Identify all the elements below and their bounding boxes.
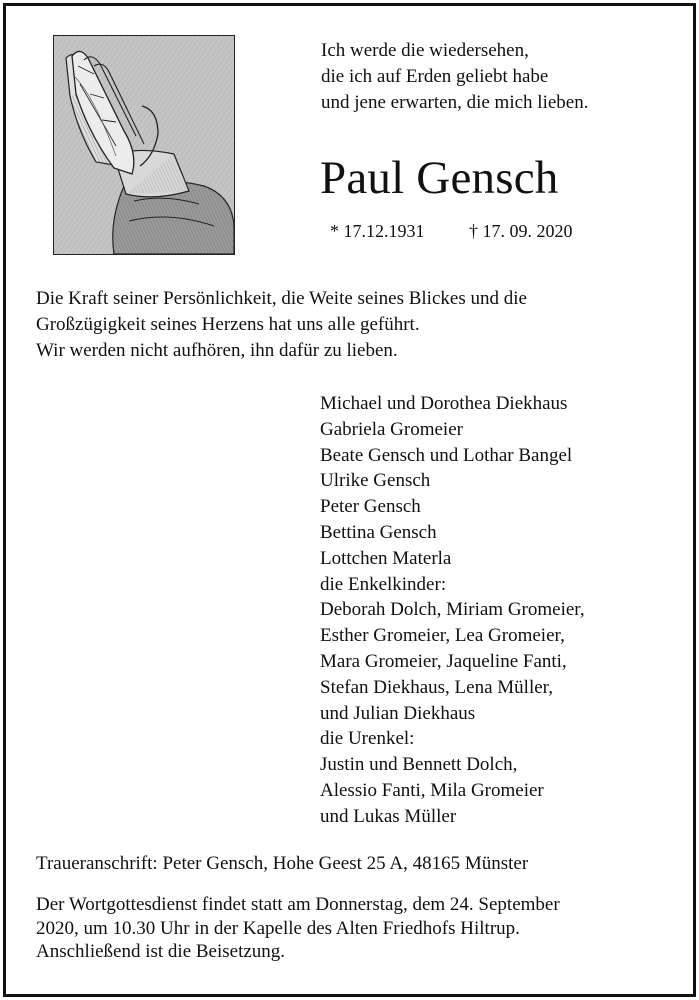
tribute-text xyxy=(36,286,676,364)
mourners-list xyxy=(320,391,680,830)
service-line: 2020, um 10.30 Uhr in der Kapelle des Alten Friedhofs Hiltrup. xyxy=(36,917,520,939)
deceased-name: Paul Gensch xyxy=(320,152,559,204)
mourning-address: Traueranschrift: Peter Gensch, Hohe Geest 25 A, 48165 Münster xyxy=(36,853,529,874)
verse xyxy=(321,38,661,116)
mourner-entry: Alessio Fanti, Mila Gromeier xyxy=(320,779,544,801)
mourner-entry: Stefan Diekhaus, Lena Müller, xyxy=(320,676,553,698)
mourner-group-label: die Urenkel: xyxy=(320,728,415,750)
mourner-entry: und Lukas Müller xyxy=(320,805,457,827)
mourner-entry: Justin und Bennett Dolch, xyxy=(320,754,518,776)
mourner-entry: Ulrike Gensch xyxy=(320,470,431,492)
service-line: Anschließend ist die Beisetzung. xyxy=(36,941,286,962)
mourner-entry: Bettina Gensch xyxy=(320,521,437,543)
mourner-entry: Michael und Dorothea Diekhaus xyxy=(320,393,568,414)
tribute-line: Die Kraft seiner Persönlichkeit, die Weite seines Blickes und die xyxy=(36,288,527,309)
mourner-entry: und Julian Diekhaus xyxy=(320,702,476,724)
verse-line: Ich werde die wiedersehen, xyxy=(321,40,529,61)
life-dates xyxy=(330,219,573,243)
mourner-group-label: die Enkelkinder: xyxy=(320,573,447,595)
death-date: † 17. 09. 2020 xyxy=(469,221,573,241)
mourner-entry: Mara Gromeier, Jaqueline Fanti, xyxy=(320,650,567,672)
praying-hands-image xyxy=(53,35,235,255)
tribute-line: Wir werden nicht aufhören, ihn dafür zu lieben. xyxy=(36,340,398,361)
mourner-entry: Beate Gensch und Lothar Bangel xyxy=(320,444,573,466)
praying-hands-icon xyxy=(54,36,234,254)
verse-line: und jene erwarten, die mich lieben. xyxy=(321,92,589,113)
mourner-entry: Lottchen Materla xyxy=(320,547,452,569)
birth-date: * 17.12.1931 xyxy=(330,221,425,241)
service-info xyxy=(36,893,676,964)
mourner-entry: Esther Gromeier, Lea Gromeier, xyxy=(320,625,565,647)
mourner-entry: Peter Gensch xyxy=(320,496,421,518)
verse-line: die ich auf Erden geliebt habe xyxy=(321,66,549,87)
service-line: Der Wortgottesdienst findet statt am Donnerstag, dem 24. September xyxy=(36,894,560,915)
mourner-entry: Gabriela Gromeier xyxy=(320,418,463,440)
mourner-entry: Deborah Dolch, Miriam Gromeier, xyxy=(320,599,585,621)
tribute-line: Großzügigkeit seines Herzens hat uns alle geführt. xyxy=(36,314,420,335)
